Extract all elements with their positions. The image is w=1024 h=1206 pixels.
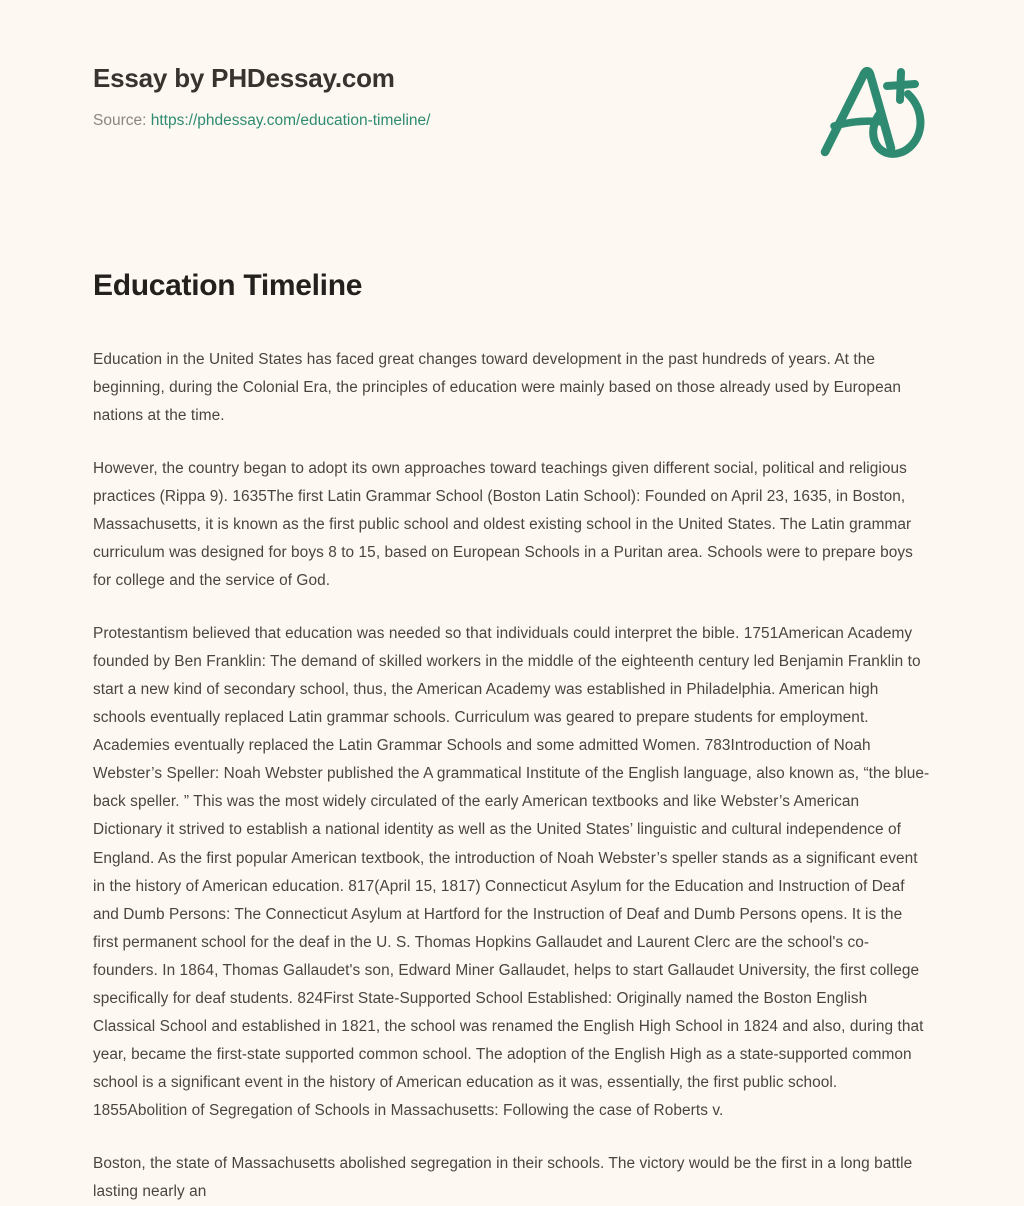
paragraph: Education in the United States has faced great changes toward development in the past hundreds of years. At the beginning, during the Colonial Era, the principles of education were mainly based on those already used by European nations at the time.	[93, 351, 901, 425]
source-line	[93, 111, 931, 131]
paragraph: Protestantism believed that education was needed so that individuals could interpret the bible. 1751American Academy founded by Ben Franklin: The demand of skilled workers in the middle of the eighteenth century led Benjamin Franklin to start a new kind of secondary school, thus, the American Academy was established in Philadelphia. American high schools eventually replaced Latin grammar schools. Curriculum was geared to prepare students for employment. Academies eventually replaced the Latin Grammar Schools and some admitted Women. 783Introduction of Noah Webster’s Speller: Noah Webster published the A grammatical Institute of the English language, also known as, “the blue-back speller. ” This was the most widely circulated of the early American textbooks and like Webster’s American Dictionary it strived to establish a national identity as well as the United States’ linguistic and cultural independence of England. As the first popular American textbook, the introduction of Noah Webster’s speller stands as a significant event in the history of American education. 817(April 15, 1817) Connecticut Asylum for the Education and Instruction of Deaf and Dumb Persons: The Connecticut Asylum at Hartford for the Instruction of Deaf and Dumb Persons opens. It is the first permanent school for the deaf in the U. S. Thomas Hopkins Gallaudet and Laurent Clerc are the school's co-founders. In 1864, Thomas Gallaudet's son, Edward Miner Gallaudet, helps to start Gallaudet University, the first college specifically for deaf students. 824First State-Supported School Established: Originally named the Boston English Classical School and established in 1821, the school was renamed the English High School in 1824 and also, during that year, became the first-state supported common school. The adoption of the English High as a state-supported common school is a significant event in the history of American education as it was, essentially, the first public school. 1855Abolition of Segregation of Schools in Massachusetts: Following the case of Roberts v.	[93, 625, 930, 1119]
source-url-link[interactable]: https://phdessay.com/education-timeline/	[150, 111, 431, 129]
paragraph: Boston, the state of Massachusetts abolished segregation in their schools. The victory would be the first in a long battle lasting nearly an	[93, 1154, 913, 1200]
a-plus-logo-icon	[811, 56, 941, 166]
page-title: Education Timeline	[93, 269, 363, 302]
brand-title: Essay by PHDessay.com	[93, 63, 395, 93]
article-body	[93, 304, 931, 1206]
page-header	[93, 0, 931, 180]
paragraph: However, the country began to adopt its own approaches toward teachings given different social, political and religious practices (Rippa 9). 1635The first Latin Grammar School (Boston Latin School): Founded on April 23, 1635, in Boston, Massachusetts, it is known as the first public school and oldest existing school in the United States. The Latin grammar curriculum was designed for boys 8 to 15, based on European Schools in a Puritan area. Schools were to prepare boys for college and the service of God.	[93, 460, 913, 590]
source-label: Source:	[93, 111, 147, 129]
